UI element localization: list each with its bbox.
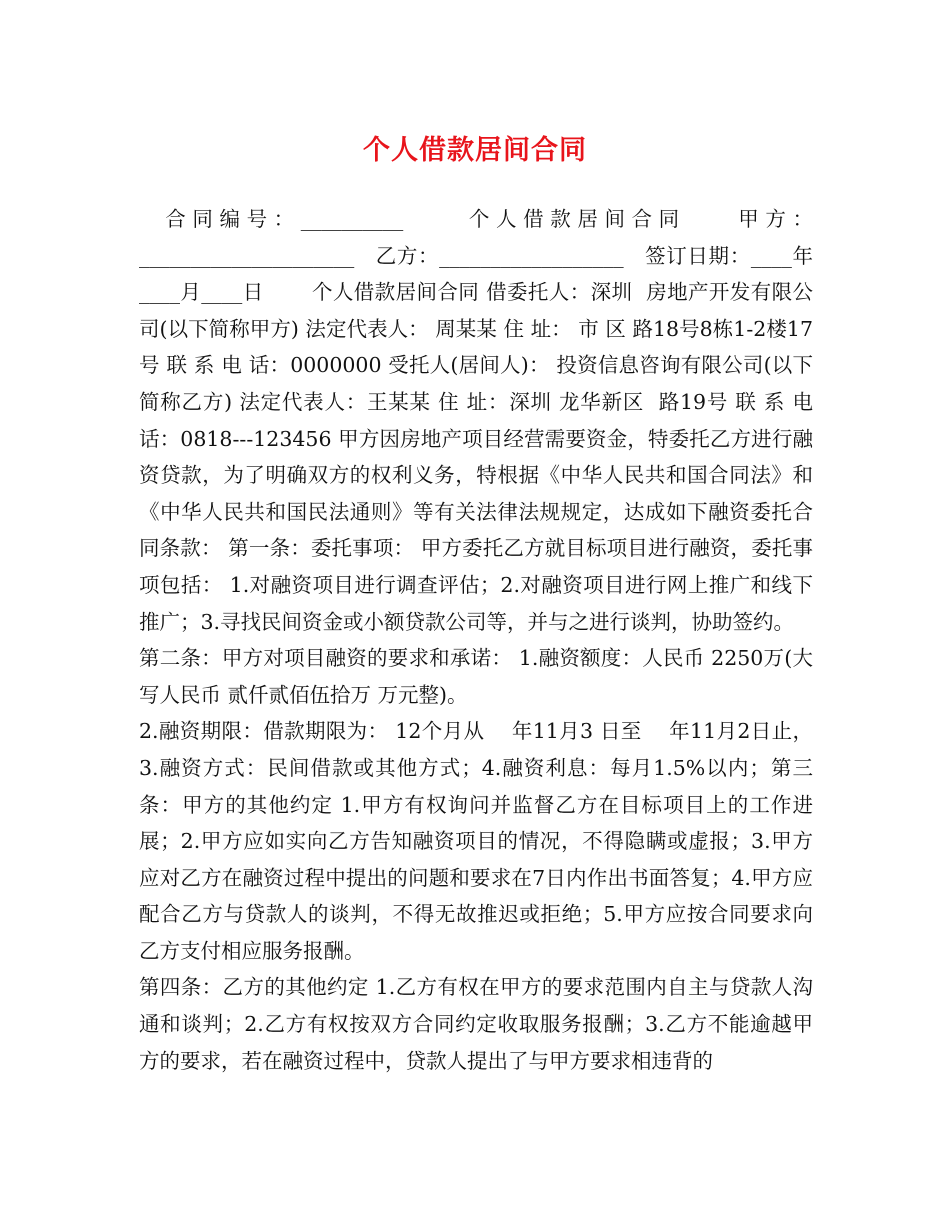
paragraph-preamble-article-1: 合同编号：__________ 个人借款居间合同 甲方：_____________________ 乙方：__________________ 签订日期：____年____月____日 个人借款居间合同 借委托人：深圳 房地产开发有限公司(以下简称甲方) 法定代表人： 周某某 住 址： 市 区 路18号8栋1-2楼17号 联 系 电 话：0000000 受托人(居间人)： 投资信息咨询有限公司(以下简称乙方) 法定代表人：王某某 住 址：深圳 龙华新区 路19号 联 系 电 话：0818---123456 甲方因房地产项目经营需要资金，特委托乙方进行融资贷款，为了明确双方的权利义务，特根据《中华人民共和国合同法》和《中华人民共和国民法通则》等有关法律法规规定，达成如下融资委托合同条款： 第一条：委托事项： 甲方委托乙方就目标项目进行融资，委托事项包括： 1.对融资项目进行调查评估；2.对融资项目进行网上推广和线下推广；3.寻找民间资金或小额贷款公司等，并与之进行谈判，协助签约。 <box>139 207 820 634</box>
document-body <box>139 201 820 1079</box>
paragraph-article-2-3: 2.融资期限：借款期限为： 12个月从 年11月3 日至 年11月2日止， 3.融资方式：民间借款或其他方式；4.融资利息：每月1.5%以内；第三条：甲方的其他约定 1.甲方有权询问并监督乙方在目标项目上的工作进展；2.甲方应如实向乙方告知融资项目的情况，不得隐瞒或虚报；3.甲方应对乙方在融资过程中提出的问题和要求在7日内作出书面答复；4.甲方应配合乙方与贷款人的谈判，不得无故推迟或拒绝；5.甲方应按合同要求向乙方支付相应服务报酬。 <box>139 719 820 963</box>
paragraph-article-2: 第二条：甲方对项目融资的要求和承诺： 1.融资额度：人民币 2250万(大写人民币 贰仟贰佰伍拾万 万元整)。 <box>139 646 813 707</box>
document-title: 个人借款居间合同 <box>363 135 587 166</box>
paragraph-article-4: 第四条：乙方的其他约定 1.乙方有权在甲方的要求范围内自主与贷款人沟通和谈判；2.乙方有权按双方合同约定收取服务报酬；3.乙方不能逾越甲方的要求，若在融资过程中，贷款人提出了与甲方要求相违背的 <box>139 975 813 1073</box>
